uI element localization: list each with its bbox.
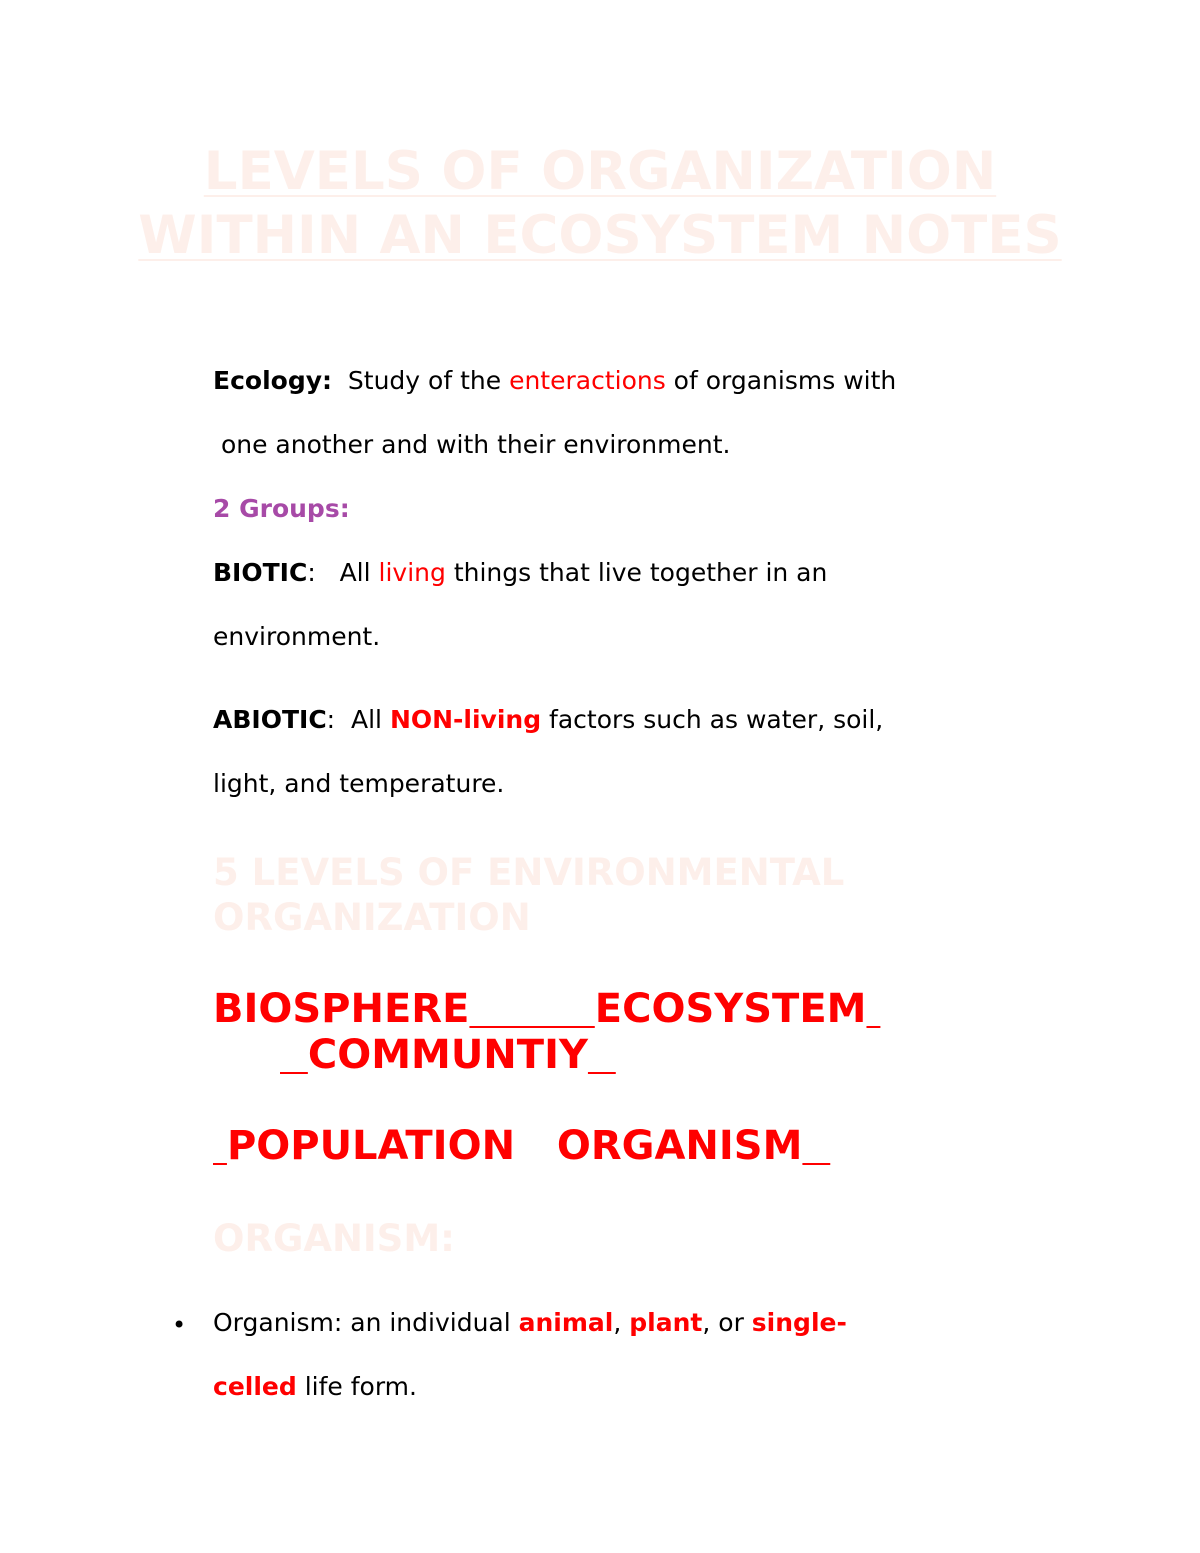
organism-comma-1: , xyxy=(613,1308,630,1337)
abiotic-definition-line-1 xyxy=(213,705,883,735)
page-title-line-2: WITHIN AN ECOSYSTEM NOTES xyxy=(138,205,1062,266)
organism-definition-line-1 xyxy=(213,1308,847,1338)
ecology-definition-line-1 xyxy=(213,366,896,396)
abiotic-text: factors such as water, soil, xyxy=(541,705,884,734)
bullet-icon: • xyxy=(172,1311,187,1339)
levels-row-1 xyxy=(213,986,880,1032)
page-title xyxy=(0,140,1200,268)
level-biosphere: BIOSPHERE xyxy=(213,986,470,1032)
level-community: COMMUNTIY xyxy=(307,1032,588,1078)
organism-comma-2: , or xyxy=(702,1308,752,1337)
biotic-highlight: living xyxy=(378,558,446,587)
organism-single: single- xyxy=(751,1308,847,1337)
level-population-lead xyxy=(213,1123,227,1169)
levels-row-3 xyxy=(213,1123,830,1169)
level-gap-1 xyxy=(469,986,594,1032)
abiotic-term: ABIOTIC xyxy=(213,705,327,734)
levels-row-2 xyxy=(280,1032,616,1078)
level-population: POPULATION xyxy=(226,1123,516,1169)
abiotic-highlight: NON-living xyxy=(389,705,542,734)
biotic-colon: : All xyxy=(307,558,379,587)
levels-heading-line-2: ORGANIZATION xyxy=(213,896,531,939)
organism-plant: plant xyxy=(629,1308,703,1337)
abiotic-colon: : All xyxy=(326,705,390,734)
organism-heading: ORGANISM: xyxy=(213,1217,455,1260)
biotic-text: things that live together in an xyxy=(445,558,828,587)
page-title-line-1: LEVELS OF ORGANIZATION xyxy=(203,141,997,202)
biotic-definition-line-2: environment. xyxy=(213,622,381,651)
level-trail-1 xyxy=(866,986,880,1032)
organism-definition-line-2 xyxy=(213,1372,417,1402)
ecology-term: Ecology: xyxy=(213,366,333,395)
organism-animal: animal xyxy=(518,1308,614,1337)
levels-heading-line-1: 5 LEVELS OF ENVIRONMENTAL xyxy=(213,851,845,894)
ecology-definition-line-2: one another and with their environment. xyxy=(213,430,731,459)
organism-text-a: Organism: an individual xyxy=(213,1308,519,1337)
ecology-text-b: of organisms with xyxy=(665,366,897,395)
organism-celled: celled xyxy=(213,1372,297,1401)
biotic-term: BIOTIC xyxy=(213,558,308,587)
ecology-text-a: Study of the xyxy=(332,366,510,395)
level-organism: ORGANISM xyxy=(556,1123,803,1169)
biotic-definition-line-1 xyxy=(213,558,827,588)
level-community-trail xyxy=(588,1032,616,1078)
level-ecosystem: ECOSYSTEM xyxy=(594,986,867,1032)
level-trail-2 xyxy=(802,1123,830,1169)
level-gap-2 xyxy=(515,1123,557,1169)
abiotic-definition-line-2: light, and temperature. xyxy=(213,769,505,798)
ecology-highlight: enteractions xyxy=(509,366,666,395)
organism-text-b: life form. xyxy=(296,1372,417,1401)
groups-heading: 2 Groups: xyxy=(213,494,350,523)
level-community-lead xyxy=(280,1032,308,1078)
